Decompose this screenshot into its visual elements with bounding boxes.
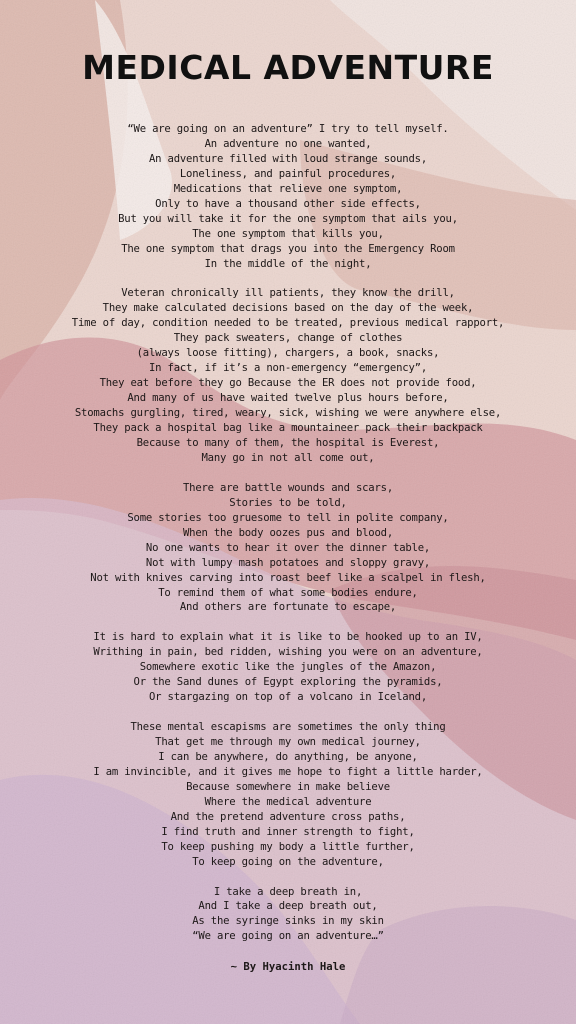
poem-line: An adventure filled with loud strange sounds, (148, 152, 427, 165)
poem-line: Veteran chronically ill patients, they know the drill, (121, 287, 455, 300)
poem-line: An adventure no one wanted, (204, 137, 372, 150)
poem-stanza (0, 286, 576, 465)
poem-line: Not with lumpy mash potatoes and sloppy gravy, (145, 556, 431, 569)
poem-stanza (0, 885, 576, 945)
poem-line: And many of us have waited twelve plus hours before, (127, 392, 449, 405)
poem-stanza (0, 630, 576, 705)
poem-line: Loneliness, and painful procedures, (179, 167, 397, 180)
poem-line: I can be anywhere, do anything, be anyone, (158, 750, 418, 763)
poem-line: Stomachs gurgling, tired, weary, sick, wishing we were anywhere else, (74, 407, 502, 420)
poem-line: Some stories too gruesome to tell in polite company, (127, 511, 449, 524)
poem-line: Writhing in pain, bed ridden, wishing you were on an adventure, (93, 646, 483, 659)
poem-line: Or stargazing on top of a volcano in Iceland, (148, 691, 427, 704)
poem-line: But you will take it for the one symptom that ails you, (118, 212, 458, 225)
poem-line: And the pretend adventure cross paths, (170, 810, 406, 823)
poem-line: No one wants to hear it over the dinner table, (145, 541, 431, 554)
poem-line: These mental escapisms are sometimes the only thing (130, 721, 446, 734)
poem-line: The one symptom that drags you into the Emergency Room (121, 242, 455, 255)
poem-stanza (0, 481, 576, 616)
poem-line: Where the medical adventure (204, 795, 372, 808)
poem-line: They eat before they go Because the ER does not provide food, (99, 377, 477, 390)
poem-line: In fact, if it’s a non-emergency “emergency”, (148, 362, 427, 375)
poem-line: They pack a hospital bag like a mountaineer pack their backpack (93, 422, 483, 435)
poem-line: I take a deep breath in, (213, 885, 363, 898)
poem-stanza (0, 122, 576, 272)
poem-line: Or the Sand dunes of Egypt exploring the pyramids, (133, 676, 443, 689)
poem-line: And others are fortunate to escape, (179, 601, 397, 614)
poem-line: To keep going on the adventure, (192, 855, 384, 868)
poem-line: In the middle of the night, (204, 257, 372, 270)
poem-line: Medications that relieve one symptom, (173, 182, 403, 195)
poem-line: The one symptom that kills you, (192, 227, 384, 240)
poem-line: Many go in not all come out, (201, 451, 375, 464)
poem-line: It is hard to explain what it is like to be hooked up to an IV, (93, 631, 483, 644)
poem-line: There are battle wounds and scars, (182, 481, 394, 494)
poem-line: Somewhere exotic like the jungles of the Amazon, (139, 661, 437, 674)
poem-line: Only to have a thousand other side effects, (155, 197, 421, 210)
poem-line: Time of day, condition needed to be treated, previous medical rapport, (71, 317, 505, 330)
poem-line: Not with knives carving into roast beef like a scalpel in flesh, (90, 571, 486, 584)
poem-body (0, 122, 576, 959)
poem-line: They pack sweaters, change of clothes (173, 332, 403, 345)
poem-line: Stories to be told, (229, 496, 347, 509)
poem-line: “We are going on an adventure” I try to tell myself. (127, 123, 449, 135)
poem-line: “We are going on an adventure…” (192, 930, 384, 943)
poem-line: And I take a deep breath out, (198, 900, 378, 913)
poem-line: Because to many of them, the hospital is Everest, (136, 437, 440, 449)
poem-line: To remind them of what some bodies endure, (158, 586, 418, 599)
poem-line: Because somewhere in make believe (186, 780, 390, 793)
poem-line: When the body oozes pus and blood, (182, 526, 394, 539)
poem-line: To keep pushing my body a little further, (161, 840, 415, 853)
poem-line: That get me through my own medical journey, (155, 736, 421, 749)
poem-line: I find truth and inner strength to fight, (161, 825, 415, 838)
author-byline: ~ By Hyacinth Hale (230, 961, 346, 973)
poem-line: (always loose fitting), chargers, a book, snacks, (136, 347, 440, 360)
poem-line: As the syringe sinks in my skin (192, 915, 384, 928)
poem-line: I am invincible, and it gives me hope to fight a little harder, (93, 765, 483, 778)
poem-line: They make calculated decisions based on the day of the week, (102, 302, 474, 315)
poem-title: MEDICAL ADVENTURE (82, 48, 494, 87)
poem-stanza (0, 720, 576, 870)
